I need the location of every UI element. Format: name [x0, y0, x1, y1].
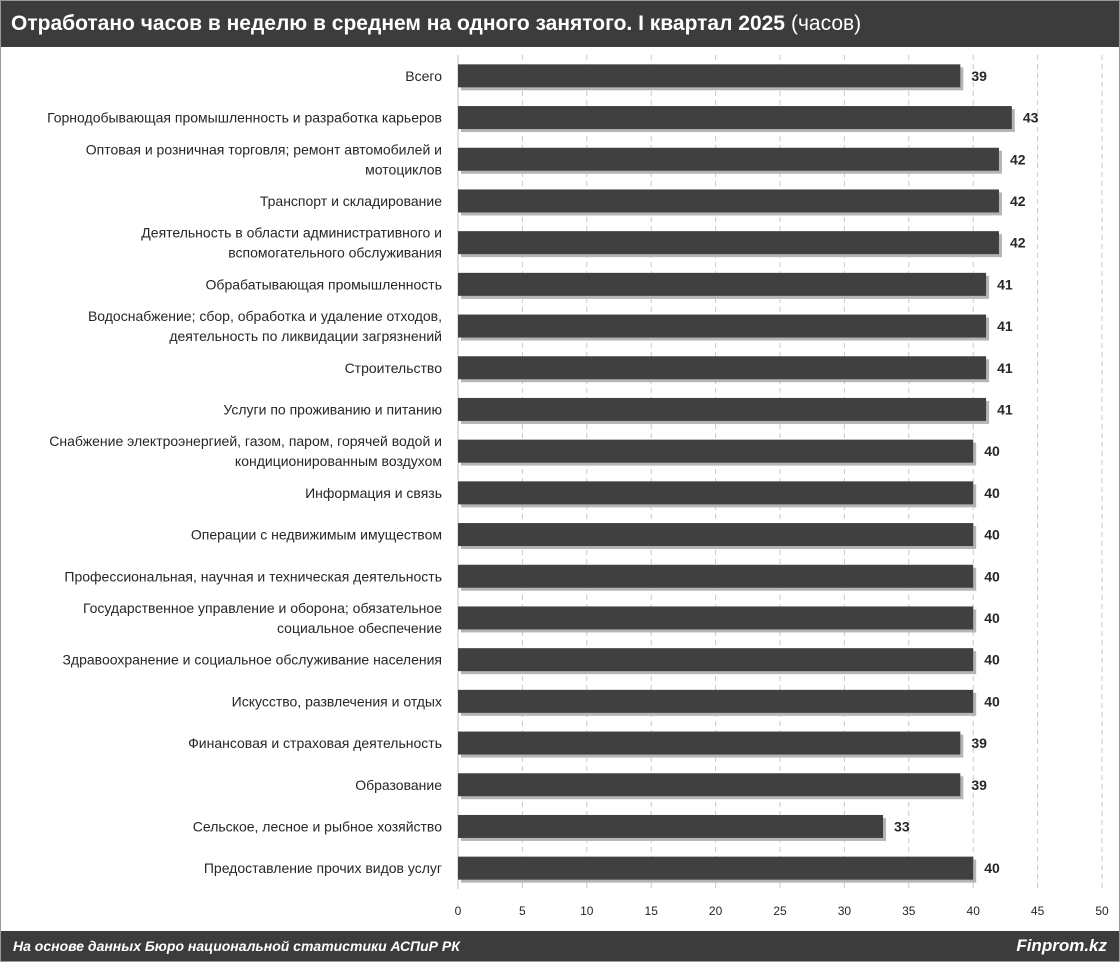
- title-bar: [1, 1, 1119, 47]
- category-label: [260, 193, 442, 209]
- bar: [458, 64, 960, 87]
- x-tick-label: 30: [837, 904, 852, 918]
- bar: [458, 398, 986, 421]
- bar: [458, 481, 973, 504]
- x-tick-label: 35: [902, 904, 916, 918]
- category-label: [223, 401, 442, 417]
- category-label-line: Всего: [405, 67, 442, 84]
- category-label-line: Транспорт и складирование: [259, 192, 442, 209]
- category-label: [204, 860, 442, 876]
- bar: [458, 606, 973, 629]
- x-tick-label: 10: [580, 904, 594, 918]
- value-label: 39: [971, 67, 987, 84]
- value-label: 39: [971, 735, 987, 752]
- bar: [458, 773, 960, 796]
- category-label-line: Профессиональная, научная и техническая деятельность: [64, 568, 442, 585]
- category-label: [206, 276, 442, 292]
- bar: [458, 148, 999, 171]
- category-label-line: Обрабатывающая промышленность: [205, 276, 442, 293]
- value-label: 42: [1009, 192, 1026, 209]
- category-label-line: Строительство: [344, 359, 442, 376]
- bar: [458, 231, 999, 254]
- x-tick-label: 40: [966, 904, 980, 918]
- category-label-line: Горнодобывающая промышленность и разработка карьеров: [47, 109, 442, 126]
- x-tick-label: 15: [644, 904, 658, 918]
- category-label-line: Деятельность в области административного и: [141, 224, 442, 241]
- value-label: 40: [984, 526, 1000, 543]
- value-label: 40: [984, 693, 1000, 710]
- bar: [458, 273, 986, 296]
- value-label: 40: [984, 860, 1000, 877]
- category-label: [83, 600, 442, 636]
- category-label-line: Операции с недвижимым имуществом: [190, 526, 442, 543]
- chart-unit: (часов): [790, 12, 862, 35]
- bar-chart: [1, 47, 1119, 931]
- value-label: 40: [984, 609, 1000, 626]
- bar: [458, 315, 986, 338]
- value-label: 40: [984, 568, 1000, 585]
- category-label: [47, 110, 442, 126]
- category-label-line: Снабжение электроэнергией, газом, паром, горячей водой и: [49, 433, 442, 450]
- bar: [458, 440, 973, 463]
- chart-area: [1, 47, 1119, 931]
- bar: [458, 857, 973, 880]
- value-label: 41: [997, 276, 1013, 293]
- category-label-line: Искусство, развлечения и отдых: [231, 693, 442, 710]
- x-tick-label: 50: [1095, 904, 1109, 918]
- chart-title: Отработано часов в неделю в среднем на одного занятого. I квартал 2025: [11, 12, 785, 35]
- value-label: 40: [984, 484, 1000, 501]
- category-label-line: Образование: [355, 776, 442, 793]
- value-label: 41: [997, 401, 1013, 418]
- value-label: 33: [894, 818, 910, 835]
- x-tick-label: 45: [1030, 904, 1045, 918]
- category-label-line: Предоставление прочих видов услуг: [203, 860, 442, 877]
- category-label: [355, 777, 442, 793]
- category-label: [232, 693, 442, 709]
- category-label-line: социальное обеспечение: [277, 619, 442, 636]
- category-label: [141, 225, 442, 261]
- category-label-line: Оптовая и розничная торговля; ремонт автомобилей и: [85, 141, 442, 158]
- category-label-line: Здравоохранение и социальное обслуживание населения: [62, 651, 442, 668]
- x-tick-label: 0: [454, 904, 462, 918]
- bar: [458, 732, 960, 755]
- category-label-line: Услуги по проживанию и питанию: [223, 401, 442, 418]
- value-label: 40: [984, 651, 1000, 668]
- value-label: 43: [1022, 109, 1039, 126]
- x-tick-label: 20: [708, 904, 723, 918]
- source-note: На основе данных Бюро национальной статистики АСПиР РК: [13, 938, 460, 954]
- value-label: 39: [971, 776, 987, 793]
- bar: [458, 106, 1012, 129]
- footer-bar: [1, 931, 1119, 961]
- value-label: 41: [997, 318, 1013, 335]
- category-label: [193, 818, 442, 834]
- category-label-line: вспомогательного обслуживания: [228, 244, 442, 261]
- bar: [458, 356, 986, 379]
- x-tick-label: 5: [519, 904, 526, 918]
- category-label: [345, 360, 443, 376]
- category-label: [86, 141, 442, 177]
- category-label-line: деятельность по ликвидации загрязнений: [169, 328, 442, 345]
- bar: [458, 690, 973, 713]
- value-label: 41: [997, 359, 1013, 376]
- bar: [458, 189, 999, 212]
- category-label-line: Государственное управление и оборона; обязательное: [82, 599, 442, 616]
- bar: [458, 523, 973, 546]
- brand-logo: Finprom.kz: [1016, 936, 1107, 955]
- category-label-line: мотоциклов: [365, 161, 442, 178]
- category-label: [62, 652, 442, 668]
- category-label-line: Информация и связь: [305, 484, 442, 501]
- category-label: [49, 433, 442, 469]
- category-label-line: кондиционированным воздухом: [234, 453, 442, 470]
- category-label: [64, 568, 442, 584]
- category-label-line: Водоснабжение; сбор, обработка и удаление отходов,: [87, 308, 442, 325]
- category-label: [305, 485, 442, 501]
- category-label-line: Финансовая и страховая деятельность: [188, 735, 442, 752]
- value-label: 42: [1009, 151, 1026, 168]
- category-label-line: Сельское, лесное и рыбное хозяйство: [192, 818, 442, 835]
- bar: [458, 648, 973, 671]
- value-label: 42: [1009, 234, 1026, 251]
- category-label: [405, 68, 442, 84]
- category-label: [188, 735, 442, 751]
- category-label: [191, 527, 442, 543]
- x-tick-label: 25: [773, 904, 787, 918]
- bar: [458, 565, 973, 588]
- value-label: 40: [984, 443, 1000, 460]
- bar: [458, 815, 883, 838]
- category-label: [88, 308, 442, 344]
